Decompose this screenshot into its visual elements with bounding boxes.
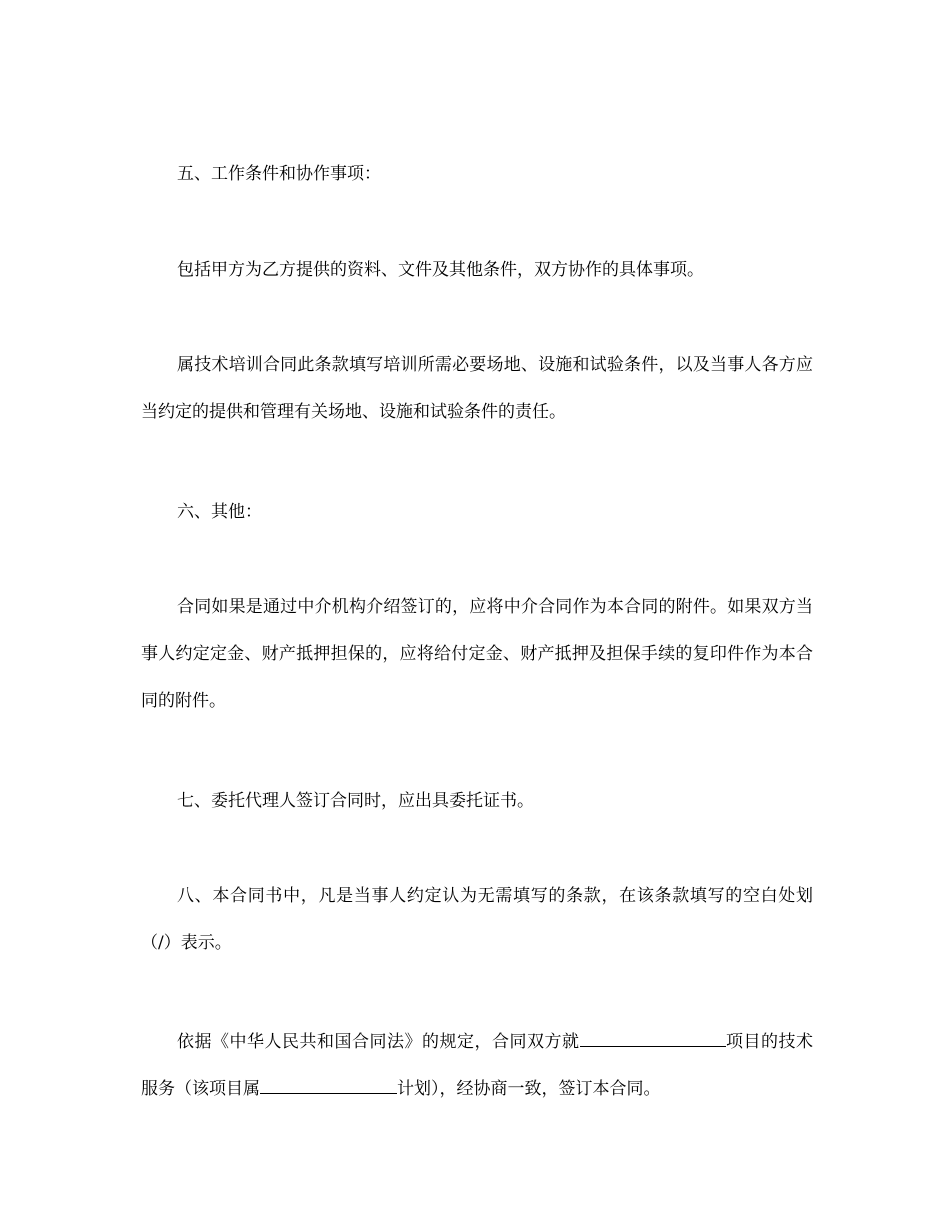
section-5-heading: 五、工作条件和协作事项： (177, 164, 381, 184)
plan-name-blank[interactable] (260, 1077, 397, 1094)
section-6-paragraph-1: 合同如果是通过中介机构介绍签订的，应将中介合同作为本合同的附件。如果双方当事人约定定金、财产抵押担保的，应将给付定金、财产抵押及担保手续的复印件作为本合同的附件。 (141, 597, 813, 711)
closing-text-part-2: 项目的技术服务（该项目属 (141, 1032, 813, 1099)
project-name-blank[interactable] (580, 1030, 726, 1047)
section-6-heading: 六、其他： (177, 502, 262, 522)
section-7-paragraph: 七、委托代理人签订合同时，应出具委托证书。 (177, 791, 534, 811)
section-5-paragraph-2: 属技术培训合同此条款填写培训所需必要场地、设施和试验条件，以及当事人各方应当约定的提供和管理有关场地、设施和试验条件的责任。 (141, 355, 813, 422)
section-8-paragraph: 八、本合同书中，凡是当事人约定认为无需填写的条款，在该条款填写的空白处划（/）表示。 (141, 886, 813, 953)
section-5-paragraph-1: 包括甲方为乙方提供的资料、文件及其他条件，双方协作的具体事项。 (177, 260, 704, 280)
closing-text-part-3: 计划），经协商一致，签订本合同。 (397, 1079, 661, 1099)
closing-paragraph (141, 1019, 813, 1113)
closing-text-part-1: 依据《中华人民共和国合同法》的规定，合同双方就 (177, 1032, 580, 1052)
